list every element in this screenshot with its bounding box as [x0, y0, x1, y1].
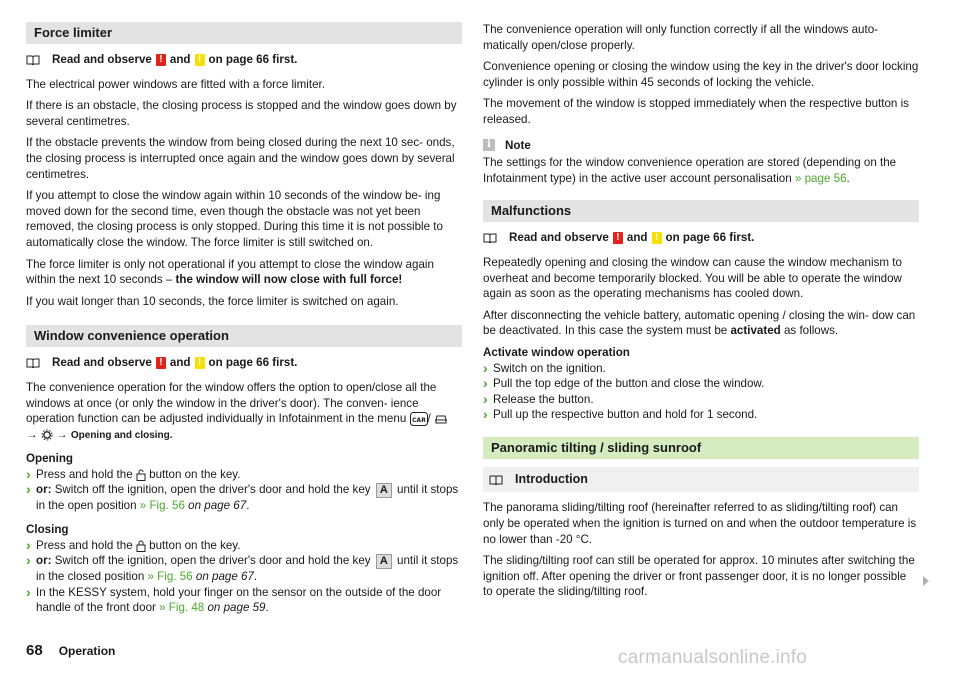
caution-yellow-icon: ! [652, 232, 662, 244]
paragraph: If you attempt to close the window again within 10 seconds of the window be- ing moved down for the second time, even though the obstacle was not yet been removed, the closing process is only stopped. During this time it is not possible to automatically close the window. The force limiter is still switched on. [26, 189, 443, 249]
introduction-heading: Introduction [483, 467, 919, 493]
caution-yellow-icon: ! [195, 357, 205, 369]
section-title-malfunctions: Malfunctions [483, 200, 919, 222]
paragraph: Convenience opening or closing the window using the key in the driver's door locking cylinder is only possible within 45 seconds of locking the vehicle. [483, 60, 919, 89]
paragraph: Repeatedly opening and closing the window can cause the window mechanism to overheat and become temporarily blocked. You will be able to operate the window again as soon as the operating mechanisms has cooled down. [483, 255, 902, 301]
paragraph: The panorama sliding/tilting roof (hereinafter referred to as sliding/tilting roof) can only be operated when the ignition is turned on and when the outdoor temperature is no lower than -20 °C. [483, 501, 917, 546]
list-item: › or: Switch off the ignition, open the driver's door and hold the key A until it stops in the closed position » Fig. 56 on page 67. [26, 553, 462, 585]
read-and-observe: Read and observe ! and ! on page 66 first. [483, 230, 919, 246]
list-item: › In the KESSY system, hold your finger on the sensor on the outside of the door handle of the front door » Fig. 48 on page 59. [26, 585, 462, 616]
warning-red-icon: ! [613, 232, 623, 244]
continue-arrow-icon [923, 576, 929, 586]
key-a-label: A [376, 483, 392, 498]
opening-steps [26, 467, 462, 514]
section-title-sunroof: Panoramic tilting / sliding sunroof [483, 437, 919, 459]
paragraph: The convenience operation for the window offers the option to open/close all the windows at once (or only the window in the driver's door). The conven- ience operation function can be adjusted individually in Infotainment in the menu CAR / → → Opening and closing. [26, 380, 462, 443]
list-item: › Pull up the respective button and hold for 1 second. [483, 407, 919, 423]
info-icon: i [483, 139, 495, 151]
list-item: › Release the button. [483, 392, 919, 408]
figure-reference[interactable]: » Fig. 48 [159, 601, 205, 615]
closing-steps [26, 538, 462, 616]
right-column [483, 22, 919, 606]
gear-icon [41, 429, 53, 441]
list-item: › Press and hold the button on the key. [26, 538, 462, 554]
activate-steps [483, 361, 919, 423]
list-item: › Press and hold the button on the key. [26, 467, 462, 483]
list-item: › Pull the top edge of the button and close the window. [483, 376, 919, 392]
paragraph: The movement of the window is stopped immediately when the respective button is released. [483, 97, 909, 126]
note-heading: i Note [483, 138, 919, 154]
page-number: 68 [26, 642, 43, 659]
section-title-window-convenience: Window convenience operation [26, 325, 462, 347]
svg-text:CAR: CAR [411, 417, 426, 425]
left-column [26, 22, 462, 622]
figure-reference[interactable]: » Fig. 56 [139, 499, 185, 513]
lock-icon [136, 540, 146, 552]
paragraph: The electrical power windows are fitted with a force limiter. [26, 77, 325, 91]
paragraph: The force limiter is only not operational if you attempt to close the window again within the next 10 seconds – the window will now close with full force! [26, 257, 434, 287]
page-reference[interactable]: » page 56 [794, 171, 847, 185]
paragraph: If the obstacle prevents the window from being closed during the next 10 sec- onds, the closing process is interrupted once again and the window goes down by several centimetres. [26, 136, 455, 181]
watermark: carmanualsonline.info [618, 647, 808, 668]
paragraph: After disconnecting the vehicle battery, automatic opening / closing the win- dow can be deactivated. In this case the system must be activated as follows. [483, 308, 916, 338]
book-icon [26, 55, 40, 65]
subheading-closing: Closing [26, 523, 69, 537]
book-icon [483, 233, 497, 243]
note-text: The settings for the window convenience operation are stored (depending on the Infotainment type) in the active user account personalisation » page 56. [483, 156, 897, 185]
figure-reference[interactable]: » Fig. 56 [147, 570, 193, 584]
menu-path: Opening and closing. [70, 429, 173, 441]
subheading-activate: Activate window operation [483, 345, 630, 359]
chapter-name: Operation [58, 644, 116, 658]
section-title-force-limiter: Force limiter [26, 22, 462, 44]
list-item: › Switch on the ignition. [483, 361, 919, 377]
list-item: › or: Switch off the ignition, open the driver's door and hold the key A until it stops in the open position » Fig. 56 on page 67. [26, 482, 462, 514]
unlock-icon [136, 469, 146, 481]
paragraph: If you wait longer than 10 seconds, the force limiter is switched on again. [26, 294, 399, 308]
page-footer [26, 643, 115, 660]
read-and-observe: Read and observe ! and ! on page 66 first. [26, 355, 462, 371]
warning-red-icon: ! [156, 357, 166, 369]
car-menu-icon [410, 412, 428, 426]
warning-red-icon: ! [156, 54, 166, 66]
subheading-opening: Opening [26, 452, 74, 466]
paragraph: The sliding/tilting roof can still be operated for approx. 10 minutes after switching the ignition off. After opening the driver or front passenger door, it is no longer possible to operate the sliding/tilting roof. [483, 554, 915, 599]
paragraph: The convenience operation will only function correctly if all the windows auto- matically open/close properly. [483, 23, 879, 52]
key-a-label: A [376, 554, 392, 569]
read-and-observe: Read and observe ! and ! on page 66 first. [26, 52, 462, 68]
caution-yellow-icon: ! [195, 54, 205, 66]
car-settings-icon [434, 413, 448, 425]
paragraph: If there is an obstacle, the closing process is stopped and the window goes down by several centimetres. [26, 99, 457, 128]
book-icon [489, 475, 503, 485]
book-icon [26, 358, 40, 368]
